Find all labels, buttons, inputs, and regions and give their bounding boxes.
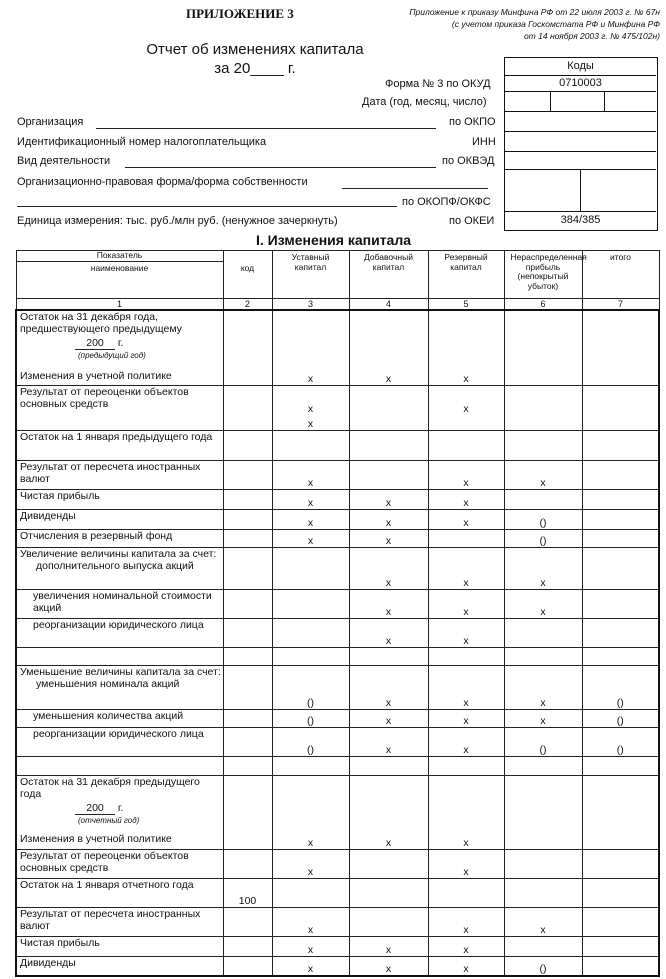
year-field[interactable]: 200 (75, 337, 115, 350)
not-applicable-mark: x (428, 385, 504, 415)
row-label: Остаток на 1 января предыдущего года (16, 430, 223, 460)
year-field[interactable]: 200 (75, 802, 115, 815)
okopf-code-cell[interactable] (505, 170, 581, 212)
row-label (16, 547, 223, 589)
order-line-2: (с учетом приказа Госкомстата РФ и Минфина РФ (451, 19, 660, 29)
table-row (16, 775, 659, 833)
value-cell[interactable] (504, 415, 582, 430)
row-label: Изменения в учетной политике (16, 833, 223, 849)
not-applicable-mark: x (272, 936, 349, 956)
value-cell[interactable] (582, 370, 659, 385)
negative-value-cell: () (272, 665, 349, 709)
year-note: (предыдущий год) (78, 351, 146, 360)
not-applicable-mark: x (349, 509, 428, 529)
not-applicable-mark: x (428, 509, 504, 529)
value-cell[interactable] (582, 385, 659, 415)
col-header-indicator-label: Показатель (96, 250, 143, 260)
inn-short-label: ИНН (472, 136, 496, 148)
legal-form-label: Организационно-правовая форма/форма собственности (17, 176, 308, 188)
negative-value-cell: () (272, 709, 349, 727)
value-cell[interactable] (504, 489, 582, 509)
table-row (16, 430, 659, 460)
value-cell[interactable] (582, 547, 659, 589)
activity-label: Вид деятельности (17, 155, 111, 167)
not-applicable-mark: x (349, 709, 428, 727)
col-num-3: 3 (272, 299, 349, 311)
not-applicable-mark: x (428, 618, 504, 647)
not-applicable-mark: x (349, 370, 428, 385)
okopf-label: по ОКОПФ/ОКФС (402, 196, 491, 208)
row-label: Результат от пересчета иностранных валют (16, 460, 223, 489)
col-header-indicator (16, 251, 223, 299)
row-label: уменьшения количества акций (16, 709, 223, 727)
table-row (16, 907, 659, 936)
value-cell[interactable] (428, 878, 504, 907)
value-cell[interactable] (582, 956, 659, 976)
value-cell[interactable] (504, 430, 582, 460)
value-cell[interactable] (504, 370, 582, 385)
value-cell[interactable] (582, 489, 659, 509)
value-cell[interactable] (504, 618, 582, 647)
value-cell[interactable] (272, 756, 349, 775)
organization-field[interactable] (96, 128, 436, 129)
not-applicable-mark: x (272, 489, 349, 509)
value-cell[interactable] (349, 647, 428, 665)
row-label: Результат от пересчета иностранных валют (16, 907, 223, 936)
value-cell[interactable] (223, 849, 272, 878)
not-applicable-mark: x (349, 665, 428, 709)
table-row (16, 310, 659, 370)
table-row (16, 956, 659, 976)
not-applicable-mark: x (428, 833, 504, 849)
value-cell[interactable] (349, 385, 428, 415)
row-balance-prev-prev-label: Остаток на 31 декабря года, предшествующего предыдущему (20, 311, 182, 335)
value-cell[interactable] (223, 956, 272, 976)
date-month-cell[interactable] (551, 92, 605, 112)
value-cell[interactable] (223, 370, 272, 385)
negative-value-cell: () (504, 509, 582, 529)
table-row (16, 665, 659, 709)
not-applicable-mark: x (428, 849, 504, 878)
negative-value-cell: () (504, 529, 582, 547)
value-cell[interactable] (504, 833, 582, 849)
col-header-retained: Нераспределенная прибыль (непокрытый убыток) (504, 251, 582, 299)
codes-box (504, 57, 658, 231)
not-applicable-mark: x (272, 833, 349, 849)
table-row (16, 489, 659, 509)
legal-form-field-2[interactable] (17, 206, 397, 207)
table-row (16, 647, 659, 665)
not-applicable-mark: x (428, 907, 504, 936)
value-cell[interactable] (223, 460, 272, 489)
value-cell[interactable] (223, 727, 272, 756)
value-cell[interactable] (349, 310, 428, 370)
col-num-2: 2 (223, 299, 272, 311)
value-cell[interactable] (582, 878, 659, 907)
row-label: Изменения в учетной политике (16, 370, 223, 385)
value-cell[interactable] (349, 775, 428, 833)
activity-field[interactable] (125, 167, 436, 168)
value-cell (16, 756, 223, 775)
value-cell[interactable] (223, 665, 272, 709)
value-cell[interactable] (223, 430, 272, 460)
value-cell[interactable] (582, 509, 659, 529)
value-cell[interactable] (272, 430, 349, 460)
not-applicable-mark: x (428, 460, 504, 489)
table-row (16, 709, 659, 727)
not-applicable-mark: x (349, 956, 428, 976)
row-label: Остаток на 1 января отчетного года (16, 878, 223, 907)
value-cell[interactable] (504, 849, 582, 878)
row-label (16, 310, 223, 370)
table-row (16, 618, 659, 647)
report-period: за 20____ г. (214, 60, 296, 77)
report-title (130, 40, 380, 78)
table-row (16, 509, 659, 529)
value-cell[interactable] (428, 775, 504, 833)
row-label: Результат от переоценки объектов основных средств (16, 849, 223, 878)
appendix-label: ПРИЛОЖЕНИЕ 3 (186, 6, 294, 21)
col-header-reserve: Резервный капитал (428, 251, 504, 299)
okei-code: 384/385 (560, 214, 601, 226)
not-applicable-mark: x (349, 833, 428, 849)
table-row (16, 370, 659, 385)
value-cell[interactable] (504, 775, 582, 833)
okpo-label: по ОКПО (449, 116, 496, 128)
negative-value-cell: () (272, 727, 349, 756)
okfs-code-cell[interactable] (581, 170, 656, 212)
row-label: реорганизации юридического лица (16, 727, 223, 756)
not-applicable-mark: x (349, 618, 428, 647)
not-applicable-mark: x (272, 415, 349, 430)
value-cell[interactable] (223, 936, 272, 956)
value-cell[interactable] (223, 775, 272, 833)
row-label: реорганизации юридического лица (16, 618, 223, 647)
value-cell[interactable] (272, 547, 349, 589)
row-additional-issue-label: дополнительного выпуска акций (36, 559, 194, 572)
table-row (16, 756, 659, 775)
codes-header: Коды (505, 58, 656, 76)
row-label: Дивиденды (16, 509, 223, 529)
table-row (16, 385, 659, 415)
okpo-code-cell[interactable] (505, 112, 656, 132)
inn-label: Идентификационный номер налогоплательщика (17, 136, 267, 148)
row-balance-prev-end-label: Остаток на 31 декабря предыдущего года (20, 775, 200, 800)
negative-value-cell: () (504, 727, 582, 756)
value-cell[interactable] (272, 878, 349, 907)
value-cell[interactable] (223, 547, 272, 589)
row-label: Дивиденды (16, 956, 223, 976)
row-label: Отчисления в резервный фонд (16, 529, 223, 547)
date-label: Дата (год, месяц, число) (362, 96, 487, 108)
not-applicable-mark: x (272, 370, 349, 385)
not-applicable-mark: x (349, 547, 428, 589)
order-line-1: Приложение к приказу Минфина РФ от 22 июля 2003 г. № 67н (409, 7, 660, 17)
row-label (16, 775, 223, 833)
order-line-3: от 14 ноября 2003 г. № 475/102н) (523, 31, 660, 41)
not-applicable-mark: x (272, 385, 349, 415)
not-applicable-mark: x (349, 589, 428, 618)
col-header-name: наименование (17, 261, 223, 274)
year-suffix: г. (117, 337, 124, 349)
value-cell[interactable] (582, 756, 659, 775)
not-applicable-mark: x (504, 907, 582, 936)
date-year-cell[interactable] (505, 92, 551, 112)
report-title-line-1: Отчет об изменениях капитала (146, 41, 364, 58)
value-cell[interactable] (428, 529, 504, 547)
inn-code-cell[interactable] (505, 132, 656, 152)
value-cell[interactable] (223, 509, 272, 529)
col-num-6: 6 (504, 299, 582, 311)
value-cell[interactable] (428, 756, 504, 775)
value-cell[interactable] (428, 430, 504, 460)
okud-code: 0710003 (505, 76, 656, 92)
row-label: Чистая прибыль (16, 936, 223, 956)
value-cell[interactable] (349, 756, 428, 775)
not-applicable-mark: x (428, 547, 504, 589)
table-row (16, 727, 659, 756)
value-cell[interactable] (349, 878, 428, 907)
form-label: Форма № 3 по ОКУД (385, 78, 491, 90)
value-cell[interactable] (582, 589, 659, 618)
table-row (16, 936, 659, 956)
not-applicable-mark: x (349, 936, 428, 956)
value-cell[interactable] (582, 618, 659, 647)
value-cell[interactable] (223, 589, 272, 618)
value-cell (16, 647, 223, 665)
not-applicable-mark: x (504, 709, 582, 727)
value-cell[interactable] (349, 460, 428, 489)
value-cell[interactable] (349, 415, 428, 430)
value-cell[interactable] (582, 833, 659, 849)
value-cell[interactable] (223, 647, 272, 665)
not-applicable-mark: x (272, 509, 349, 529)
year-note: (отчетный год) (78, 815, 140, 825)
value-cell[interactable] (504, 936, 582, 956)
col-num-4: 4 (349, 299, 428, 311)
value-cell (16, 415, 223, 430)
table-row (16, 415, 659, 430)
col-num-7: 7 (582, 299, 659, 311)
value-cell[interactable] (582, 430, 659, 460)
value-cell[interactable] (223, 833, 272, 849)
not-applicable-mark: x (272, 529, 349, 547)
value-cell[interactable] (582, 775, 659, 833)
value-cell[interactable] (272, 647, 349, 665)
value-cell[interactable] (272, 618, 349, 647)
not-applicable-mark: x (428, 709, 504, 727)
okved-code-cell[interactable] (505, 152, 656, 170)
unit-label: Единица измерения: тыс. руб./млн руб. (ненужное зачеркнуть) (17, 215, 338, 227)
value-cell[interactable] (349, 907, 428, 936)
value-cell[interactable] (582, 936, 659, 956)
section-title: I. Изменения капитала (256, 232, 412, 248)
not-applicable-mark: x (504, 547, 582, 589)
row-label (16, 665, 223, 709)
date-day-cell[interactable] (605, 92, 656, 112)
row-increase-label: Увеличение величины капитала за счет: (20, 547, 217, 560)
row-label: Чистая прибыль (16, 489, 223, 509)
value-cell[interactable] (223, 756, 272, 775)
okei-label: по ОКЕИ (449, 215, 495, 227)
row-label: увеличения номинальной стоимости акций (16, 589, 223, 618)
value-cell[interactable] (223, 709, 272, 727)
value-cell[interactable] (428, 415, 504, 430)
row-code: 100 (223, 878, 272, 907)
not-applicable-mark: x (428, 370, 504, 385)
value-cell[interactable] (504, 385, 582, 415)
value-cell[interactable] (582, 647, 659, 665)
col-header-total: итого (582, 251, 659, 299)
value-cell[interactable] (223, 310, 272, 370)
col-num-5: 5 (428, 299, 504, 311)
table-row (16, 529, 659, 547)
value-cell[interactable] (582, 415, 659, 430)
table-row (16, 833, 659, 849)
not-applicable-mark: x (272, 460, 349, 489)
negative-value-cell: () (582, 665, 659, 709)
not-applicable-mark: x (504, 460, 582, 489)
value-cell[interactable] (504, 756, 582, 775)
value-cell[interactable] (223, 489, 272, 509)
table-row (16, 878, 659, 907)
table-row (16, 589, 659, 618)
negative-value-cell: () (582, 727, 659, 756)
table-row (16, 547, 659, 589)
not-applicable-mark: x (349, 529, 428, 547)
col-num-1: 1 (16, 299, 223, 311)
value-cell[interactable] (582, 460, 659, 489)
not-applicable-mark: x (428, 956, 504, 976)
okved-label: по ОКВЭД (442, 155, 495, 167)
table-row (16, 849, 659, 878)
not-applicable-mark: x (428, 936, 504, 956)
col-header-charter: Уставный капитал (272, 251, 349, 299)
col-header-code: код (223, 251, 272, 299)
year-suffix: г. (117, 801, 124, 814)
value-cell[interactable] (272, 589, 349, 618)
legal-form-field[interactable] (342, 188, 488, 189)
table-row (16, 460, 659, 489)
value-cell[interactable] (272, 775, 349, 833)
value-cell[interactable] (504, 647, 582, 665)
value-cell[interactable] (349, 430, 428, 460)
value-cell[interactable] (504, 310, 582, 370)
value-cell[interactable] (223, 415, 272, 430)
not-applicable-mark: x (504, 589, 582, 618)
capital-changes-table (15, 250, 660, 977)
negative-value-cell: () (582, 709, 659, 727)
value-cell[interactable] (582, 907, 659, 936)
not-applicable-mark: x (504, 665, 582, 709)
not-applicable-mark: x (272, 956, 349, 976)
not-applicable-mark: x (272, 849, 349, 878)
value-cell[interactable] (582, 529, 659, 547)
value-cell[interactable] (504, 878, 582, 907)
row-decrease-label: Уменьшение величины капитала за счет: (20, 665, 221, 678)
value-cell[interactable] (272, 310, 349, 370)
value-cell[interactable] (582, 310, 659, 370)
value-cell[interactable] (223, 618, 272, 647)
organization-label: Организация (17, 116, 84, 128)
not-applicable-mark: x (428, 665, 504, 709)
value-cell[interactable] (582, 849, 659, 878)
not-applicable-mark: x (428, 727, 504, 756)
not-applicable-mark: x (428, 589, 504, 618)
not-applicable-mark: x (272, 907, 349, 936)
value-cell[interactable] (223, 907, 272, 936)
value-cell[interactable] (428, 310, 504, 370)
not-applicable-mark: x (349, 727, 428, 756)
row-nominal-decrease-label: уменьшения номинала акций (36, 677, 180, 690)
value-cell[interactable] (223, 385, 272, 415)
not-applicable-mark: x (349, 489, 428, 509)
col-header-additional: Добавочный капитал (349, 251, 428, 299)
value-cell[interactable] (428, 647, 504, 665)
negative-value-cell: () (504, 956, 582, 976)
value-cell[interactable] (223, 529, 272, 547)
row-label: Результат от переоценки объектов основных средств (16, 385, 223, 415)
not-applicable-mark: x (428, 489, 504, 509)
value-cell[interactable] (349, 849, 428, 878)
